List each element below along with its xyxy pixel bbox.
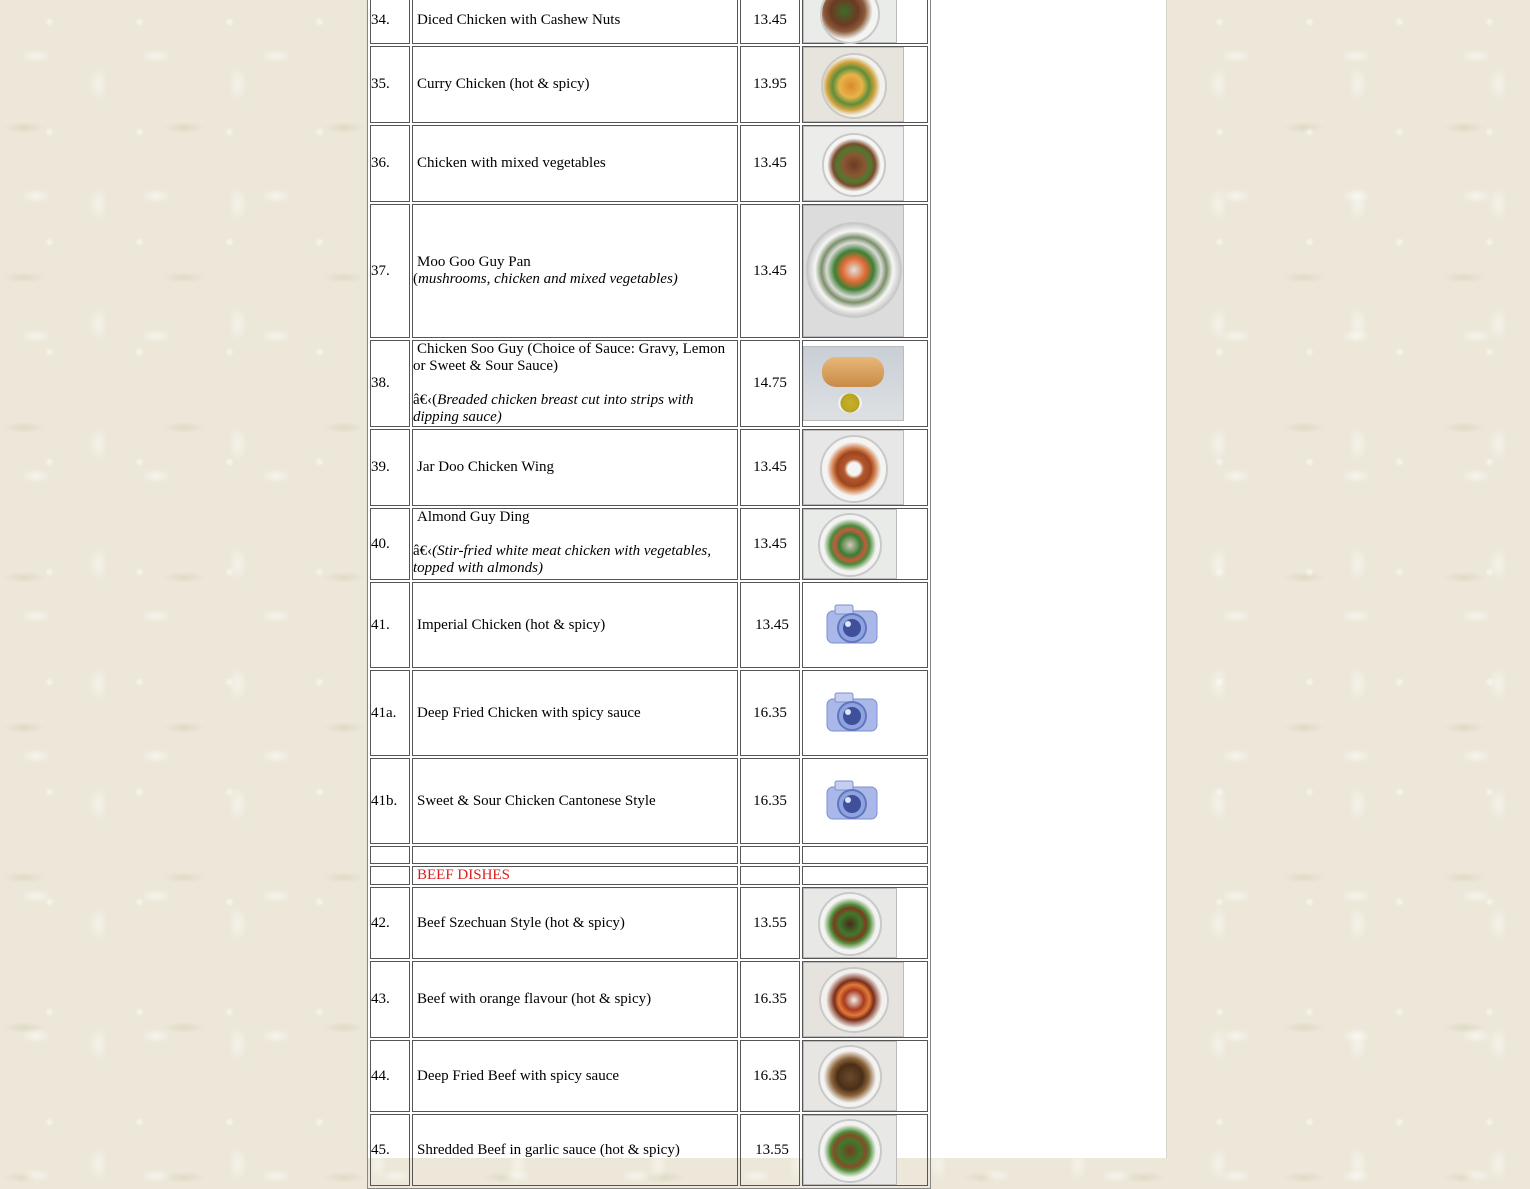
- menu-page: [366, 0, 1167, 1158]
- item-price: 16.35: [740, 961, 800, 1038]
- item-number: 36.: [370, 125, 410, 202]
- item-price: 13.55: [740, 1114, 800, 1186]
- item-number: 34.: [370, 0, 410, 44]
- camera-icon[interactable]: [821, 687, 883, 739]
- section-heading: BEEF DISHES: [417, 867, 510, 883]
- item-number: 44.: [370, 1040, 410, 1112]
- item-price: 14.75: [740, 340, 800, 427]
- table-row: [370, 1040, 928, 1112]
- item-number: 41a.: [370, 670, 410, 756]
- item-number: 41.: [370, 582, 410, 668]
- item-number: 45.: [370, 1114, 410, 1186]
- spacer-row: [370, 846, 928, 864]
- item-name: Shredded Beef in garlic sauce (hot & spicy): [417, 1141, 680, 1158]
- item-price: 13.45: [740, 429, 800, 506]
- table-row: [370, 125, 928, 202]
- menu-table: [367, 0, 931, 1189]
- item-description-prefix: â€‹(: [413, 392, 438, 408]
- item-name: Sweet & Sour Chicken Cantonese Style: [417, 792, 656, 809]
- table-row: [370, 340, 928, 427]
- item-number: 42.: [370, 887, 410, 959]
- item-name: Deep Fried Chicken with spicy sauce: [417, 704, 641, 721]
- item-name: Almond Guy Ding: [417, 509, 530, 525]
- food-photo[interactable]: [803, 888, 897, 958]
- table-row: [370, 0, 928, 44]
- table-row: [370, 670, 928, 756]
- food-photo[interactable]: [803, 430, 904, 505]
- item-name: Diced Chicken with Cashew Nuts: [417, 11, 621, 28]
- item-price: 13.45: [740, 125, 800, 202]
- camera-icon[interactable]: [821, 775, 883, 827]
- item-name: Beef Szechuan Style (hot & spicy): [417, 914, 625, 931]
- table-row: [370, 758, 928, 844]
- item-description: mushrooms, chicken and mixed vegetables): [418, 271, 678, 287]
- food-photo[interactable]: [803, 0, 897, 43]
- table-row: [370, 508, 928, 580]
- item-name: Deep Fried Beef with spicy sauce: [417, 1067, 620, 1084]
- item-price: 13.45: [740, 582, 800, 668]
- item-name: Chicken with mixed vegetables: [417, 155, 606, 171]
- item-number: 40.: [370, 508, 410, 580]
- table-row: [370, 46, 928, 123]
- item-description-prefix: â€‹: [413, 543, 433, 559]
- table-row: [370, 961, 928, 1038]
- camera-icon[interactable]: [821, 599, 883, 651]
- item-number: 41b.: [370, 758, 410, 844]
- table-row: [370, 429, 928, 506]
- food-photo[interactable]: [803, 1115, 897, 1185]
- item-name: Beef with orange flavour (hot & spicy): [417, 991, 652, 1007]
- item-number: 37.: [370, 204, 410, 338]
- item-name: Imperial Chicken (hot & spicy): [417, 616, 606, 633]
- food-photo[interactable]: [803, 346, 904, 421]
- food-photo[interactable]: [803, 126, 904, 201]
- item-price: 13.45: [740, 204, 800, 338]
- food-photo[interactable]: [803, 47, 904, 122]
- item-name: Jar Doo Chicken Wing: [417, 459, 555, 475]
- item-price: 16.35: [740, 758, 800, 844]
- item-description: Breaded chicken breast cut into strips with dipping sauce): [413, 392, 694, 425]
- table-row: 37. Moo Goo Guy Pan (mushrooms, chicken and mixed vegetables) 13.45: [370, 204, 928, 338]
- section-row: [370, 866, 928, 885]
- item-price: 16.35: [740, 1040, 800, 1112]
- food-photo[interactable]: [803, 962, 904, 1037]
- item-price: 13.95: [740, 46, 800, 123]
- table-row: [370, 582, 928, 668]
- item-price: 13.55: [740, 887, 800, 959]
- item-price: 13.45: [740, 0, 800, 44]
- item-name: Moo Goo Guy Pan: [417, 254, 531, 270]
- item-name: Chicken Soo Guy (Choice of Sauce: Gravy, Lemon or Sweet & Sour Sauce): [413, 341, 726, 374]
- food-photo[interactable]: [803, 509, 897, 579]
- food-photo[interactable]: [803, 205, 904, 337]
- item-number: 35.: [370, 46, 410, 123]
- item-number: 38.: [370, 340, 410, 427]
- item-price: 13.45: [740, 508, 800, 580]
- item-description: (Stir-fried white meat chicken with vegetables, topped with almonds): [413, 543, 711, 576]
- food-photo[interactable]: [803, 1041, 897, 1111]
- table-row: [370, 1114, 928, 1186]
- item-name: Curry Chicken (hot & spicy): [417, 76, 590, 92]
- item-number: 39.: [370, 429, 410, 506]
- table-row: [370, 887, 928, 959]
- item-price: 16.35: [740, 670, 800, 756]
- item-number: 43.: [370, 961, 410, 1038]
